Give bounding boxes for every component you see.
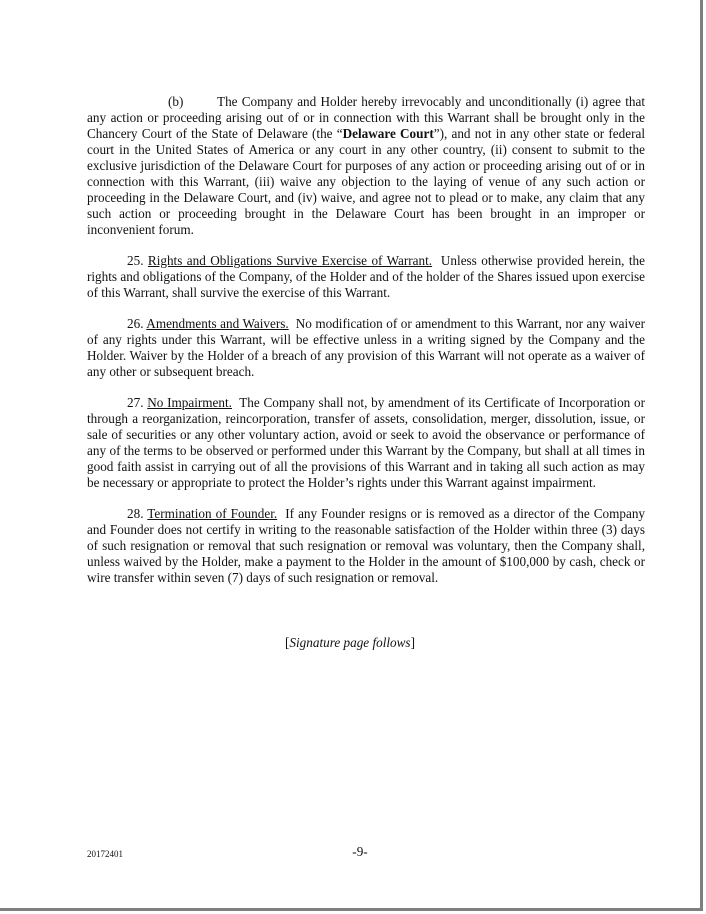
paragraph-28 [87,506,645,586]
defined-term: Delaware Court [342,126,434,141]
paragraph-text: Unless otherwise provided herein, the rights and obligations of the Company, of the Holder and of the holder of the Shares issued upon exercise of this Warrant, shall survive the exercise of this Warrant. [87,253,645,300]
section-heading: No Impairment. [147,395,232,410]
paragraph-text: The Company shall not, by amendment of its Certificate of Incorporation or through a reorganization, reincorporation, transfer of assets, consolidation, merger, dissolution, issue, or sale of securities or any other voluntary action, avoid or seek to avoid the observance or performance of any of the terms to be observed or performed under this Warrant by the Company, but shall at all times in good faith assist in carrying out of all the provisions of this Warrant and in taking all such action as may be necessary or appropriate to protect the Holder’s rights under this Warrant against impairment. [87,395,646,490]
signature-note-text: Signature page follows [289,635,411,650]
section-heading: Termination of Founder. [147,506,278,521]
section-number: 25. [127,253,144,268]
paragraph-27 [87,395,645,491]
section-number: 26. [127,316,144,331]
section-number: 27. [127,395,144,410]
document-body [87,94,645,601]
paragraph-25 [87,253,645,301]
paragraph-text: If any Founder resigns or is removed as a director of the Company and Founder does not certify in writing to the reasonable satisfaction of the Holder within three (3) days of such resignation or removal that such resignation or removal was voluntary, then the Company shall, unless waived by the Holder, make a payment to the Holder in the amount of $100,000 by cash, check or wire transfer within seven (7) days of such resignation or removal. [87,506,646,585]
page-number: -9- [352,844,368,859]
paragraph-text: No modification of or amendment to this Warrant, nor any waiver of any rights under this Warrant, will be effective unless in a writing signed by the Company and the Holder. Waiver by the Holder of a breach of any provision of this Warrant will not operate as a waiver of any other or subsequent breach. [87,316,645,379]
section-number: 28. [127,506,144,521]
bracket-open: [ [285,635,290,650]
section-heading: Rights and Obligations Survive Exercise of Warrant. [147,253,433,268]
bracket-close: ] [410,635,415,650]
paragraph-text: ”), and not in any other state or federal court in the United States of America or any court in any other country, (ii) consent to submit to the exclusive jurisdiction of the Delaware Court for purposes of any action or proceeding arising out of or in connection with this Warrant, (iii) waive any objection to the laying of venue of any such action or proceeding in the Delaware Court, and (iv) waive, and agree not to plead or to make, any claim that any such action or proceeding brought in the Delaware Court has been brought in an improper or inconvenient forum. [87,126,646,237]
paragraph-24b [87,94,645,238]
signature-page-note [0,635,700,651]
paragraph-text: The Company and Holder hereby irrevocably and unconditionally (i) agree that any action or proceeding arising out of or in connection with this Warrant shall be brought only in the Chancery Court of the State of Delaware (the “ [87,94,645,141]
document-id: 20172401 [87,849,123,859]
paragraph-26 [87,316,645,380]
paragraph-label: (b) [168,94,184,109]
section-heading: Amendments and Waivers. [146,316,289,331]
